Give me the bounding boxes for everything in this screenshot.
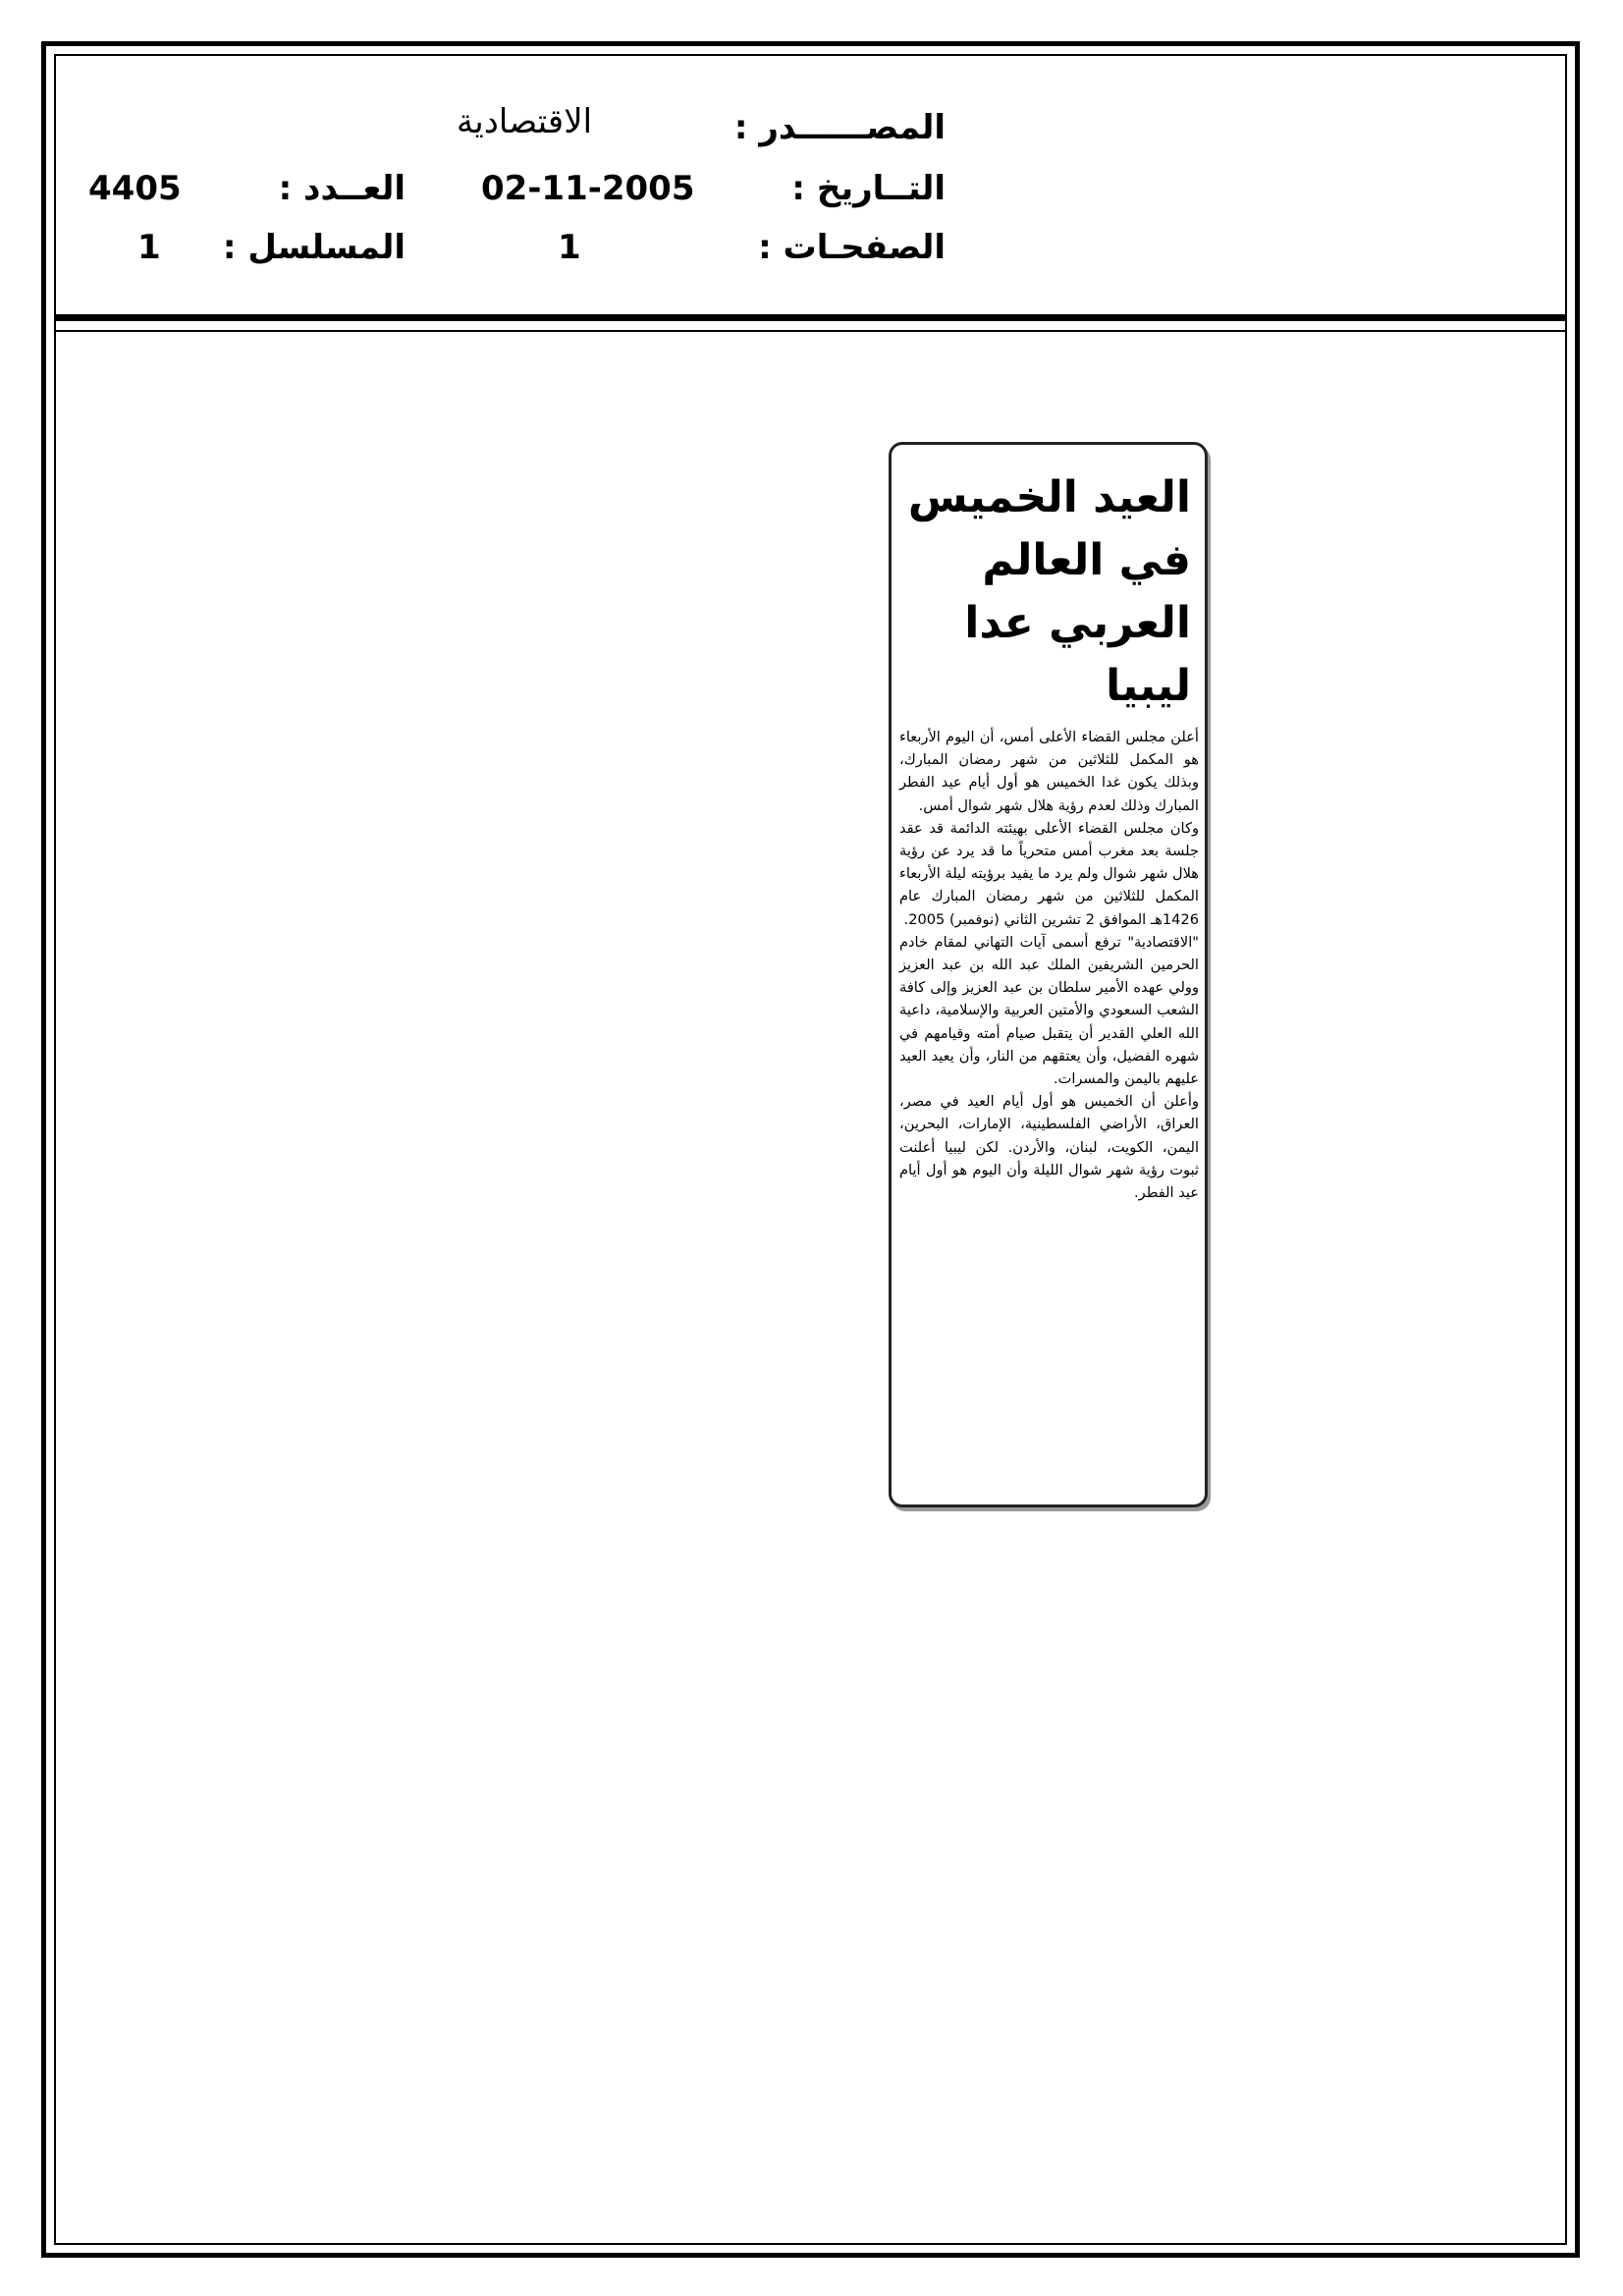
article-paragraph: وكان مجلس القضاء الأعلى بهيئته الدائمة قد عقد جلسة بعد مغرب أمس متحرياً ما قد يرد عن رؤية هلال شهر شوال ولم يرد ما يفيد برؤيته ليلة الأربعاء المكمل للثلاثين من شهر رمضان المبارك عام 1426هـ الموافق 2 تشرين الثاني (نوفمبر) 2005. — [899, 819, 1199, 928]
inner-border — [54, 54, 1567, 2245]
source-label: المصــــــدر : — [733, 108, 946, 147]
article-body — [892, 726, 1205, 1204]
newspaper-clipping — [889, 442, 1208, 1507]
date-value: 02-11-2005 — [481, 169, 695, 208]
article-paragraph: أعلن مجلس القضاء الأعلى أمس، أن اليوم الأربعاء هو المكمل للثلاثين من شهر رمضان المبارك، وبذلك يكون غدا الخميس هو أول أيام عيد الفطر المبارك وذلك لعدم رؤية هلال شهر شوال أمس. — [899, 729, 1199, 814]
header-divider — [54, 314, 1567, 321]
source-value: الاقتصادية — [457, 102, 593, 141]
pages-value: 1 — [558, 228, 581, 267]
serial-label: المسلسل : — [222, 228, 406, 267]
date-label: التــاريخ : — [791, 169, 946, 208]
pages-label: الصفحـات : — [758, 228, 946, 267]
serial-value: 1 — [137, 228, 161, 267]
header-divider-thin — [54, 330, 1567, 332]
article-paragraph: وأعلن أن الخميس هو أول أيام العيد في مصر، العراق، الأراضي الفلسطينية، الإمارات، البحرين، اليمن، الكويت، لبنان، والأردن. لكن ليبيا أعلنت ثبوت رؤية شهر شوال الليلة وأن اليوم هو أول أيام عيد الفطر. — [899, 1093, 1199, 1202]
issue-label: العــدد : — [278, 169, 406, 208]
issue-value: 4405 — [88, 169, 182, 208]
article-headline: العيد الخميس في العالم العربي عدا ليبيا — [907, 472, 1191, 711]
article-paragraph: "الاقتصادية" ترفع أسمى آيات التهاني لمقام خادم الحرمين الشريفين الملك عبد الله بن عبد العزيز وولي عهده الأمير سلطان بن عبد العزيز وإلى كافة الشعب السعودي والأمتين العربية والإسلامية، داعية الله العلي القدير أن يتقبل صيام أمته وقيامهم في شهره الفضيل، وأن يعتقهم من النار، وأن يعيد العيد عليهم باليمن والمسرات. — [899, 933, 1199, 1088]
